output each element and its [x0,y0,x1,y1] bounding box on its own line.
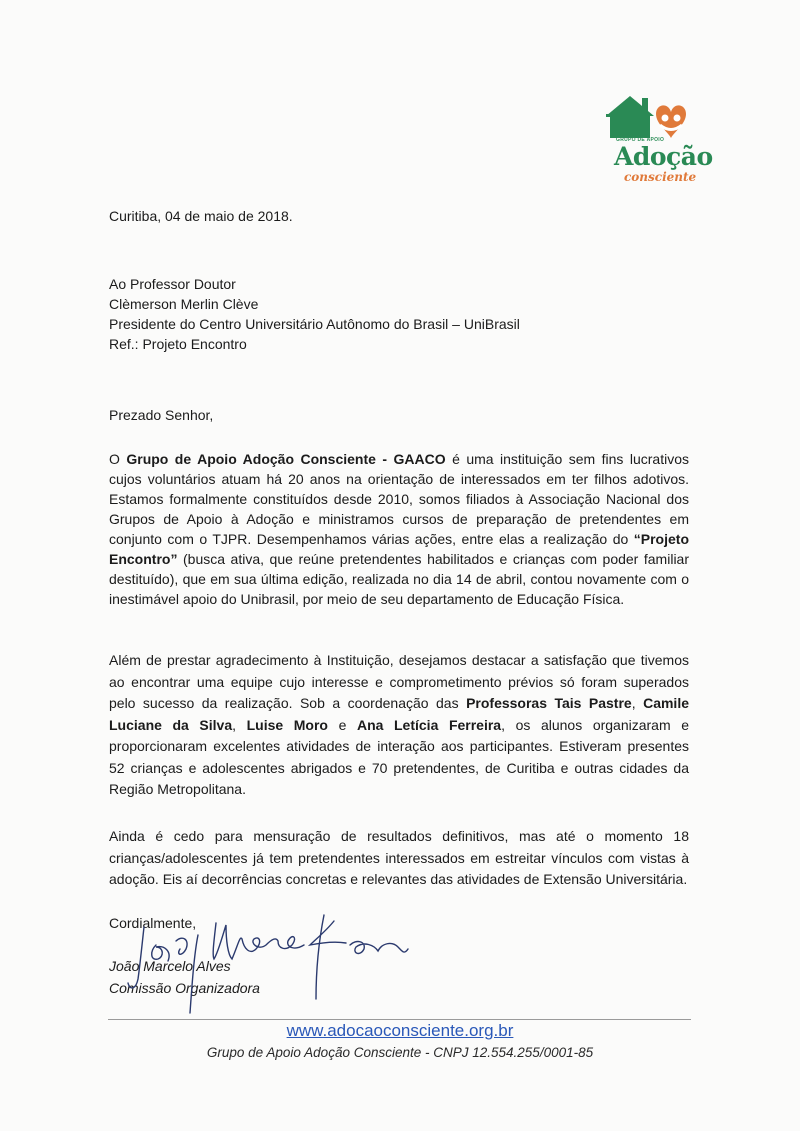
professor-name: Luise Moro [246,716,328,733]
signer-role: Comissão Organizadora [109,980,260,996]
address-line: Presidente do Centro Universitário Autônomo do Brasil – UniBrasil [109,316,520,332]
paragraph-text: , [631,695,644,711]
address-line: Ao Professor Doutor [109,276,236,292]
salutation: Prezado Senhor, [109,407,214,423]
paragraph-3: Ainda é cedo para mensuração de resultados definitivos, mas até o momento 18 crianças/adolescentes já tem pretendentes interessados em estreitar vínculos com vistas à adoção. Eis aí decorrências concretas e relevantes das atividades de Extensão Universitária. [109,828,689,887]
organization-logo [602,92,713,192]
professor-name: Professoras Tais Pastre [466,695,632,711]
paragraph-2 [109,650,689,801]
paragraph-text: O [109,451,127,467]
paragraph-text: Além de prestar agradecimento à Instituição, desejamos destacar a satisfação que tivemos ao encontrar uma equipe cujo interesse e comprometimento prévios só foram superados pelo sucesso da realização. Sob a coordenação das [109,652,689,711]
organization-name: Grupo de Apoio Adoção Consciente - GAACO [126,451,446,467]
letter-date: Curitiba, 04 de maio de 2018. [109,208,293,224]
project-name: “Projeto Encontro” [109,531,689,567]
reference-line: Ref.: Projeto Encontro [109,336,247,352]
paragraph-text: é uma instituição sem fins lucrativos cujos voluntários atuam há 20 anos na orientação de interessados em ter filhos adotivos. Estamos formalmente constituídos desde 2010, somos filiados à Associação Nacional dos Grupos de Apoio à Adoção e ministramos cursos de preparação de pretendentes em conjunto com o TJPR. Desempenhamos várias ações, entre elas a realização do [109,451,690,547]
logo-title: Adoção [614,142,713,171]
house-heart-icon [602,92,692,142]
closing: Cordialmente, [109,915,197,931]
logo-small-text: GRUPO DE APOIO [616,137,665,143]
professor-name: Camile Luciane da Silva [109,695,689,733]
logo-subtitle: consciente [624,170,697,184]
recipient-address [109,274,689,354]
signer-name: João Marcelo Alves [109,958,231,974]
paragraph-1 [109,449,689,609]
paragraph-text: , os alunos organizaram e proporcionaram excelentes atividades de interação aos participantes. Estiveram presentes 52 crianças e adolescentes abrigados e 70 pretendentes, de Curitiba e outras cidades da Região Metropolitana. [109,716,690,797]
handwritten-signature [120,905,430,1025]
website-link[interactable]: www.adocaoconsciente.org.br [286,1021,514,1040]
paragraph-text: (busca ativa, que reúne pretendentes habilitados e crianças com poder familiar destituído), que em sua última edição, realizada no dia 14 de abril, contou novamente com o inestimável apoio do Unibrasil, por meio de seu departamento de Educação Física. [109,551,689,607]
professor-name: Ana Letícia Ferreira [356,716,502,733]
address-line: Clèmerson Merlin Clève [109,296,259,312]
footer-line: Grupo de Apoio Adoção Consciente - CNPJ 12.554.255/0001-85 [206,1045,594,1060]
paragraph-text: , [232,716,247,733]
footer-divider [108,1019,691,1020]
paragraph-text: e [327,716,357,733]
